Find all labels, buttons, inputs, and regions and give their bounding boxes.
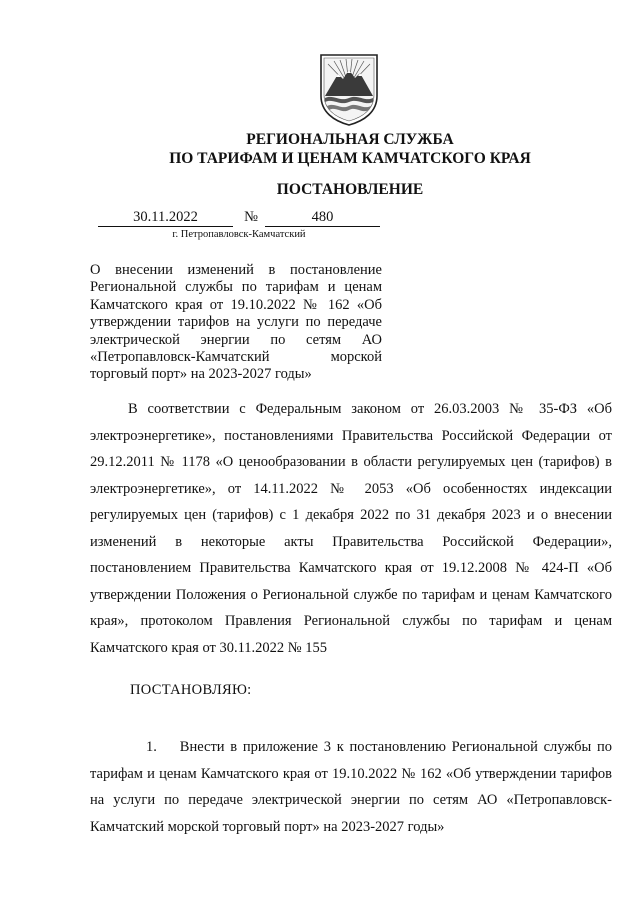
document-type-title: ПОСТАНОВЛЕНИЕ: [276, 181, 424, 198]
date-underline: [98, 226, 233, 227]
organization-name-line2: ПО ТАРИФАМ И ЦЕНАМ КАМЧАТСКОГО КРАЯ: [169, 150, 531, 167]
number-underline: [265, 226, 380, 227]
document-number: 480: [311, 209, 334, 225]
item-1-paragraph: [90, 734, 612, 840]
document-date: 30.11.2022: [133, 209, 198, 225]
preamble-paragraph: В соответствии с Федеральным законом от 26.03.2003 № 35-ФЗ «Об электроэнергетике», постановлениями Правительства Российской Федерации от 29.12.2011 № 1178 «О ценообразовании в области регулируемых цен (тарифов) в электроэнергетике», от 14.11.2022 № 2053 «Об особенностях индексации регулируемых цен (тарифов) с 1 декабря 2022 по 31 декабря 2023 и о внесении изменений в некоторые акты Правительства Российской Федерации», постановлением Правительства Камчатского края от 19.12.2008 № 424-П «Об утверждении Положения о Региональной службе по тарифам и ценам Камчатского края», протоколом Правления Региональной службы по тарифам и ценам Камчатского края от 30.11.2022 № 155: [90, 401, 612, 656]
document-subject: О внесении изменений в постановление Региональной службы по тарифам и ценам Камчатского края от 19.10.2022 № 162 «Об утверждении тарифов на услуги по передаче электрической энергии по сетям АО «Петропавловск-Камчатский морской торговый порт» на 2023-2027 годы»: [90, 262, 382, 383]
number-sign: №: [244, 209, 258, 225]
document-city: г. Петропавловск-Камчатский: [172, 229, 306, 240]
decree-word: ПОСТАНОВЛЯЮ:: [130, 682, 252, 698]
item-1-number: 1.: [146, 739, 157, 755]
kamchatka-coat-of-arms-icon: [318, 52, 380, 126]
item-1-text: Внести в приложение 3 к постановлению Региональной службы по тарифам и ценам Камчатского края от 19.10.2022 № 162 «Об утверждении тарифов на услуги по передаче электрической энергии по сетям АО «Петропавловск-Камчатский морской торговый порт» на 2023-2027 годы»: [90, 739, 612, 835]
organization-name-line1: РЕГИОНАЛЬНАЯ СЛУЖБА: [246, 131, 454, 148]
